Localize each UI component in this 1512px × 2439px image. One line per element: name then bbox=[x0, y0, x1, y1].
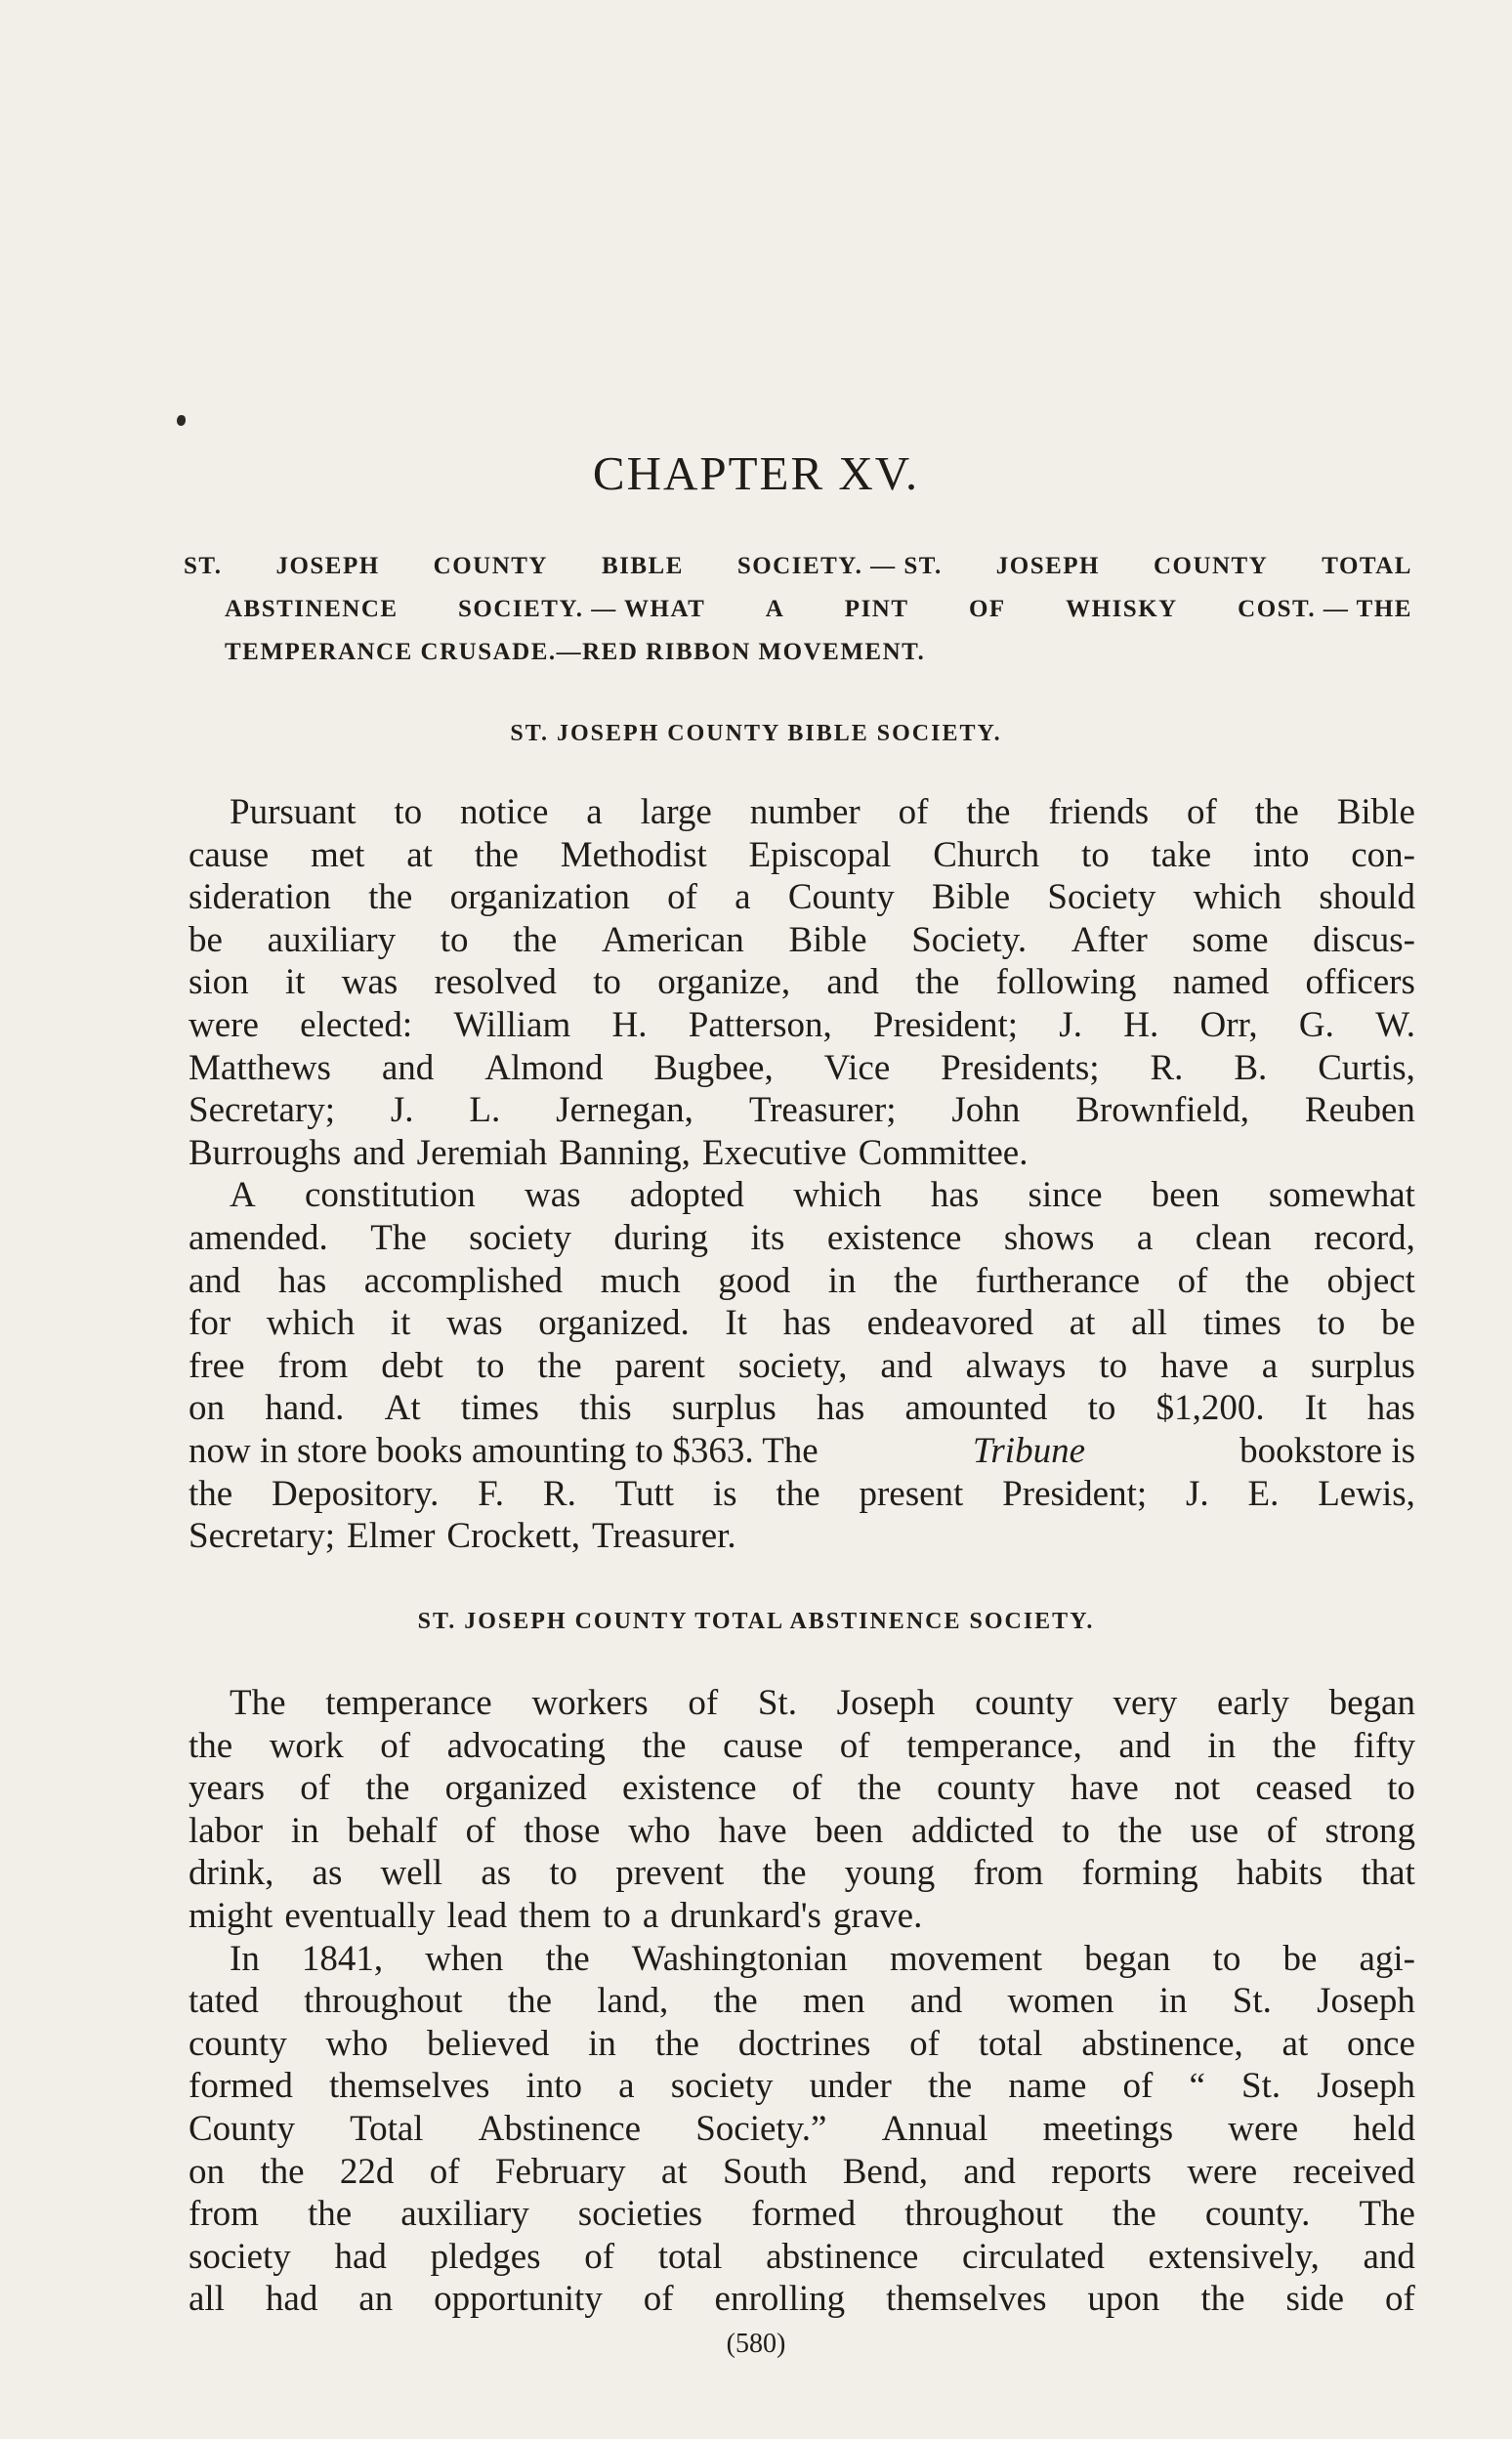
text-line: years of the organized existence of the county have not ceased to bbox=[189, 1768, 1415, 1809]
text-line: all had an opportunity of enrolling themselves upon the side of bbox=[189, 2279, 1415, 2320]
text-line: on the 22d of February at South Bend, and reports were received bbox=[189, 2151, 1415, 2192]
page-number: (580) bbox=[726, 2329, 786, 2359]
text-line: labor in behalf of those who have been addicted to the use of strong bbox=[189, 1810, 1415, 1851]
section-heading-abstinence-society: ST. JOSEPH COUNTY TOTAL ABSTINENCE SOCIETY. bbox=[417, 1609, 1095, 1634]
text-line: Matthews and Almond Bugbee, Vice Presidents; R. B. Curtis, bbox=[189, 1047, 1415, 1088]
text-line: were elected: William H. Patterson, President; J. H. Orr, G. W. bbox=[189, 1004, 1415, 1045]
text-line: Burroughs and Jeremiah Banning, Executive Committee. bbox=[189, 1132, 1029, 1173]
synopsis-line-1: ST. JOSEPH COUNTY BIBLE SOCIETY. — ST. JOSEPH COUNTY TOTAL bbox=[184, 553, 1412, 579]
ink-speck bbox=[177, 415, 186, 426]
text-line: The temperance workers of St. Joseph county very early began bbox=[230, 1683, 1415, 1723]
text-line: formed themselves into a society under the name of “ St. Joseph bbox=[189, 2066, 1415, 2107]
text-line: Pursuant to notice a large number of the friends of the Bible bbox=[230, 792, 1415, 832]
text-line: might eventually lead them to a drunkard's grave. bbox=[189, 1895, 923, 1936]
text-line: free from debt to the parent society, and always to have a surplus bbox=[189, 1345, 1415, 1386]
text-line: drink, as well as to prevent the young from forming habits that bbox=[189, 1853, 1415, 1894]
text-line: A constitution was adopted which has since been somewhat bbox=[230, 1175, 1415, 1216]
text-line: the work of advocating the cause of temperance, and in the fifty bbox=[189, 1725, 1415, 1766]
section-body-abstinence-society bbox=[189, 1682, 1415, 2321]
text-line: be auxiliary to the American Bible Society. After some discus- bbox=[189, 919, 1415, 960]
text-line: cause met at the Methodist Episcopal Church to take into con- bbox=[189, 834, 1415, 875]
text-line: on hand. At times this surplus has amounted to $1,200. It has bbox=[189, 1388, 1415, 1429]
text-line-with-italic: now in store books amounting to $363. The Tribune bookstore is bbox=[189, 1430, 1415, 1471]
text-line: County Total Abstinence Society.” Annual meetings were held bbox=[189, 2108, 1415, 2149]
text-line: society had pledges of total abstinence circulated extensively, and bbox=[189, 2236, 1415, 2277]
text-line: Secretary; Elmer Crockett, Treasurer. bbox=[189, 1516, 736, 1557]
text-line: Secretary; J. L. Jernegan, Treasurer; John Brownfield, Reuben bbox=[189, 1090, 1415, 1131]
newspaper-title: Tribune bbox=[972, 1430, 1085, 1471]
text-line: from the auxiliary societies formed throughout the county. The bbox=[189, 2194, 1415, 2235]
text-line: tated throughout the land, the men and women in St. Joseph bbox=[189, 1981, 1415, 2022]
text-line: county who believed in the doctrines of total abstinence, at once bbox=[189, 2023, 1415, 2064]
text-line: In 1841, when the Washingtonian movement began to be agi- bbox=[230, 1938, 1415, 1979]
chapter-title: CHAPTER XV. bbox=[592, 446, 920, 500]
section-body-bible-society bbox=[189, 791, 1415, 1558]
text-line: sideration the organization of a County Bible Society which should bbox=[189, 877, 1415, 918]
text-line: the Depository. F. R. Tutt is the present President; J. E. Lewis, bbox=[189, 1473, 1415, 1514]
text-line: sion it was resolved to organize, and the following named officers bbox=[189, 962, 1415, 1003]
text-line: and has accomplished much good in the furtherance of the object bbox=[189, 1260, 1415, 1301]
section-heading-bible-society: ST. JOSEPH COUNTY BIBLE SOCIETY. bbox=[510, 721, 1002, 746]
synopsis-line-3: TEMPERANCE CRUSADE.—RED RIBBON MOVEMENT. bbox=[225, 639, 926, 665]
text-line: amended. The society during its existence shows a clean record, bbox=[189, 1217, 1415, 1258]
text-line: for which it was organized. It has endeavored at all times to be bbox=[189, 1303, 1415, 1344]
chapter-synopsis bbox=[184, 545, 1412, 674]
synopsis-line-2: ABSTINENCE SOCIETY. — WHAT A PINT OF WHISKY COST. — THE bbox=[225, 596, 1412, 622]
